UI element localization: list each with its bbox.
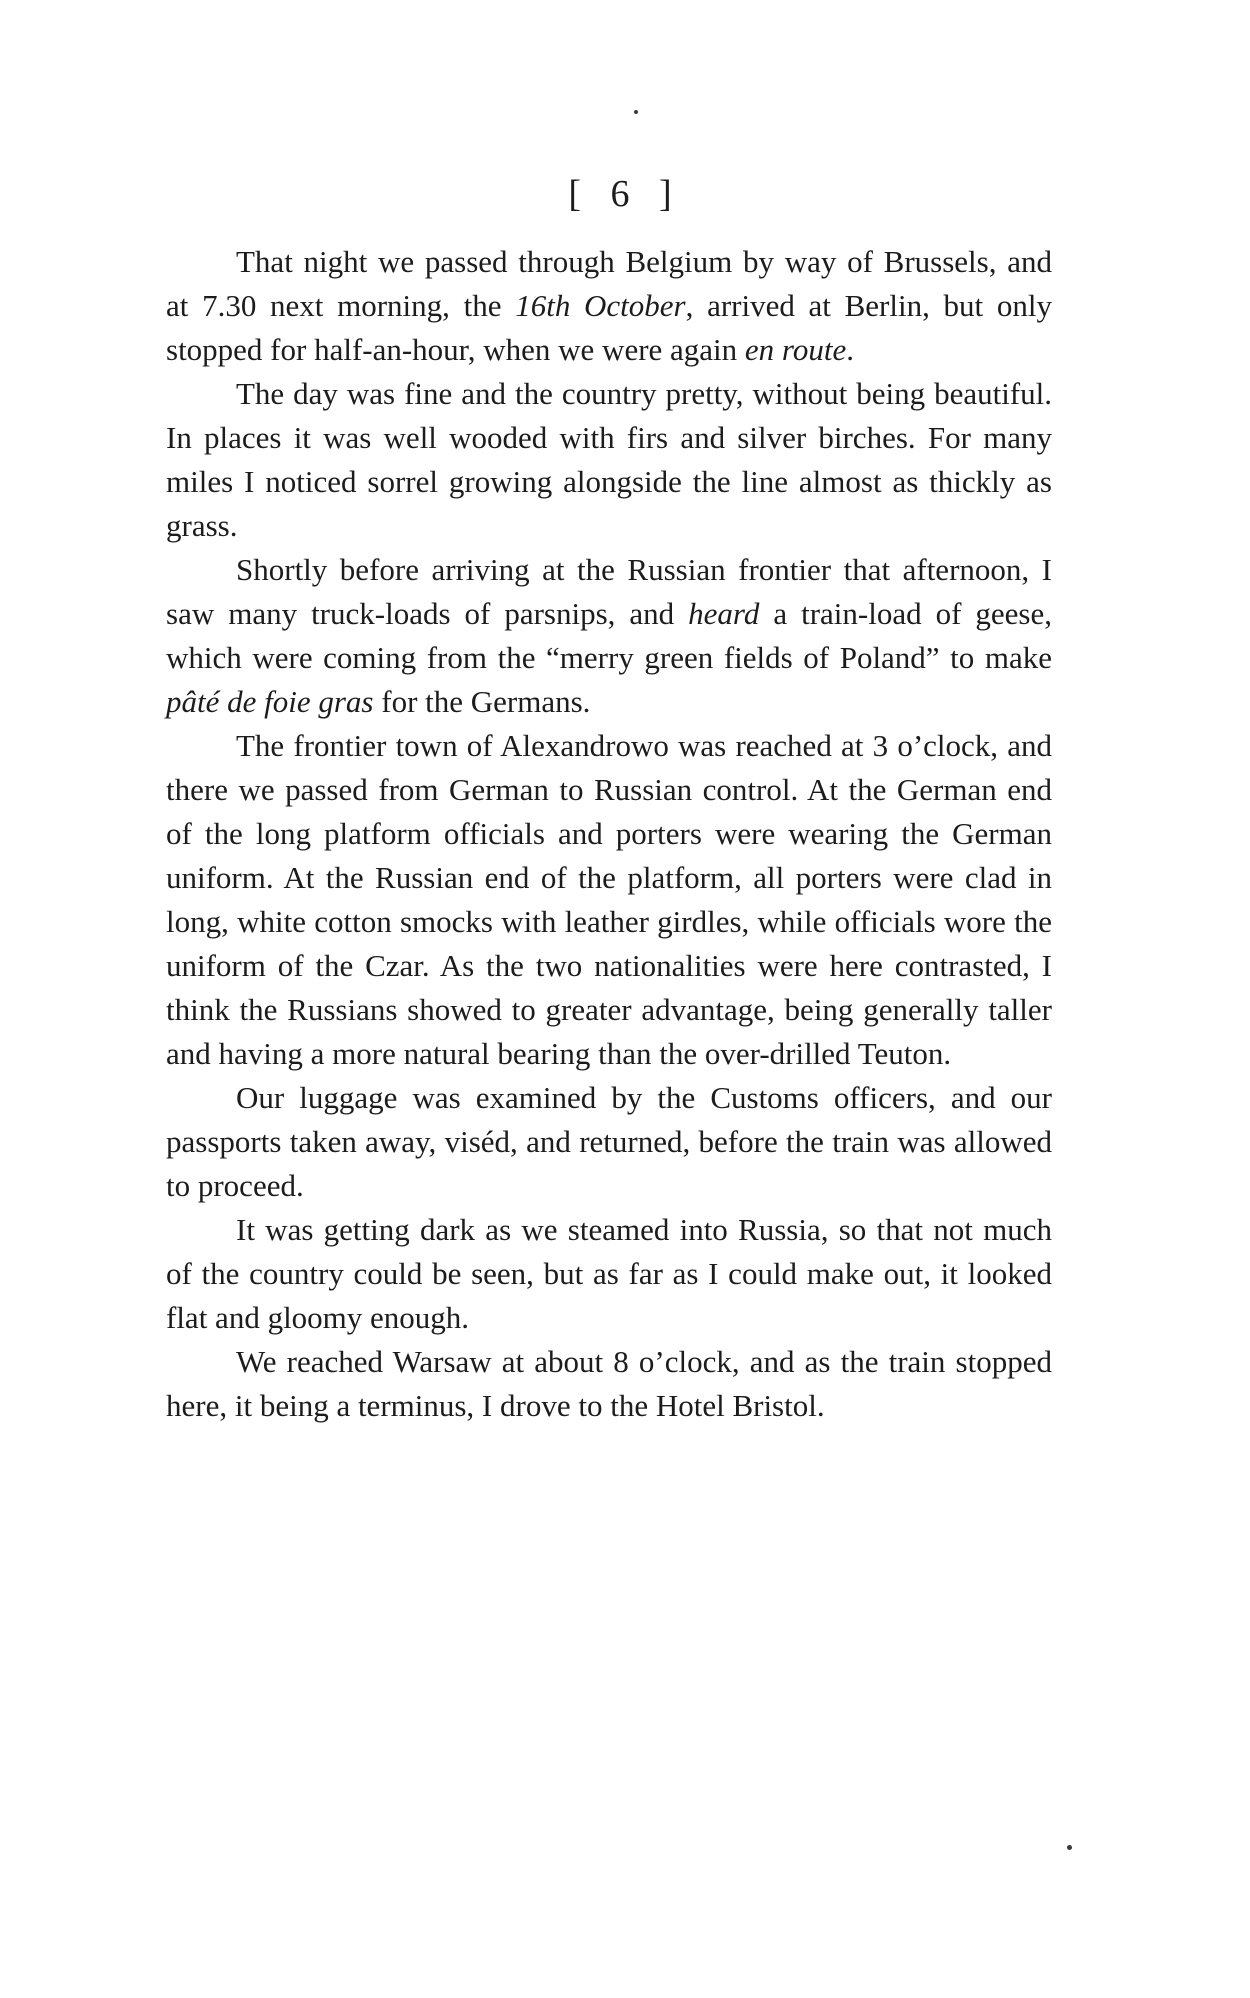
italic-text: pâté de foie gras [166, 684, 374, 719]
text-run: It was getting dark as we steamed into Russia, so that not much of the country could be seen, but as far as I could make out, it looked flat and gloomy enough. [166, 1212, 1052, 1335]
paragraph [166, 240, 1052, 372]
ink-speck [634, 110, 638, 114]
ink-speck [1067, 1845, 1072, 1850]
paragraph [166, 1340, 1052, 1428]
text-run: . [846, 332, 854, 367]
text-run: Shortly before arriving at the Russian frontier that afternoon, I saw many truck-loads of parsnips, and [166, 552, 1052, 631]
body-text [166, 240, 1052, 1428]
text-run: a train-load of geese, which were coming from the “merry green fields of Poland” to make [166, 596, 1052, 675]
text-run: The day was fine and the country pretty, without being beautiful. In places it was well wooded with firs and silver birches. For many miles I noticed sorrel growing alongside the line almost as thickly as grass. [166, 376, 1052, 543]
paragraph [166, 1208, 1052, 1340]
text-run: , arrived at Berlin, but only stopped for half-an-hour, when we were again [166, 288, 1052, 367]
italic-text: 16th October [515, 288, 686, 323]
page-number: [ 6 ] [568, 173, 682, 215]
paragraph [166, 372, 1052, 548]
italic-text: en route [744, 332, 847, 367]
text-run: Our luggage was examined by the Customs officers, and our passports taken away, viséd, and returned, before the train was allowed to proceed. [166, 1080, 1052, 1203]
text-run: for the Germans. [373, 684, 591, 719]
text-run: That night we passed through Belgium by way of Brussels, and at 7.30 next morning, the [166, 244, 1052, 323]
paragraph [166, 724, 1052, 1076]
paragraph [166, 1076, 1052, 1208]
text-run: The frontier town of Alexandrowo was reached at 3 o’clock, and there we passed from German to Russian control. At the German end of the long platform officials and porters were wearing the German uniform. At the Russian end of the platform, all porters were clad in long, white cotton smocks with leather girdles, while officials wore the uniform of the Czar. As the two nationalities were here contrasted, I think the Russians showed to greater advantage, being generally taller and having a more natural bearing than the over-drilled Teuton. [166, 728, 1052, 1071]
text-run: We reached Warsaw at about 8 o’clock, and as the train stopped here, it being a terminus, I drove to the Hotel Bristol. [166, 1344, 1052, 1423]
italic-text: heard [688, 596, 760, 631]
paragraph [166, 548, 1052, 724]
